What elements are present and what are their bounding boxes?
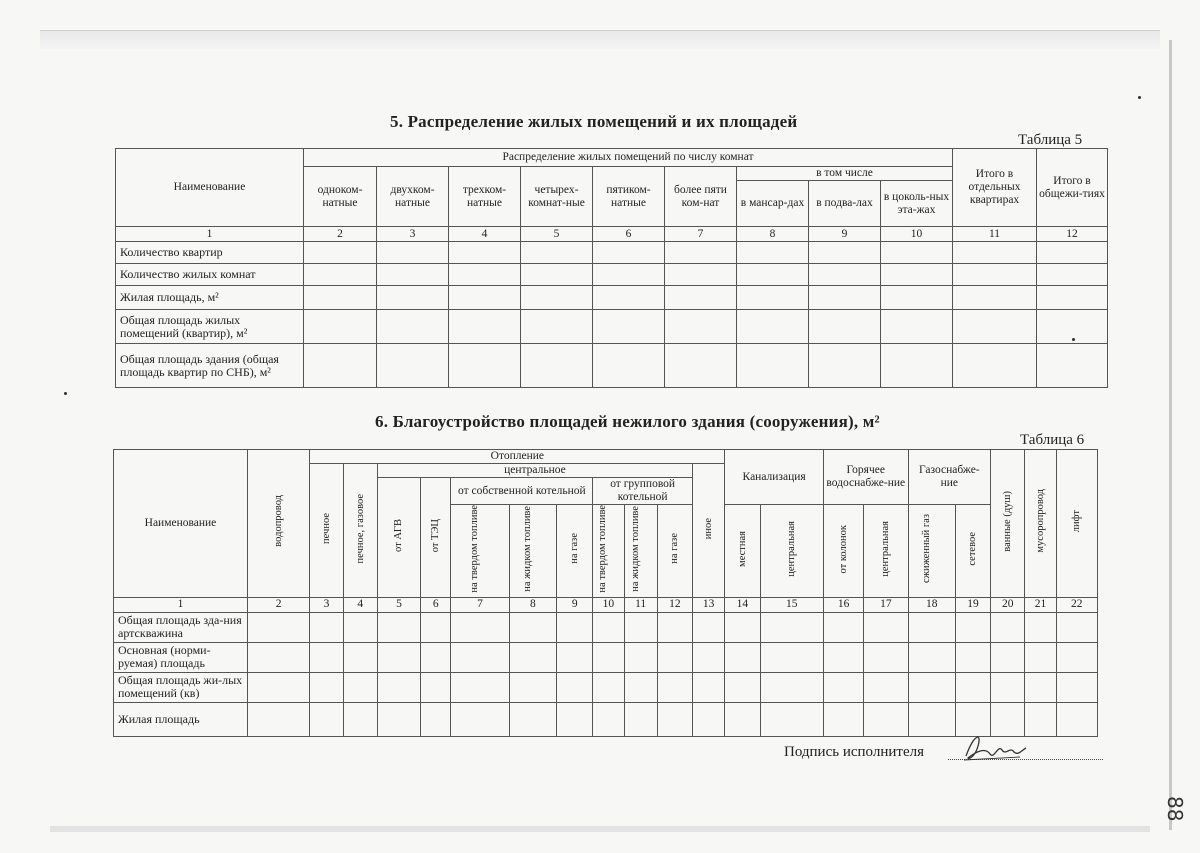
t5-header-room: более пяти ком-нат	[665, 167, 737, 227]
t6-header-hw-column: от колонок	[838, 524, 850, 574]
table-row	[116, 264, 1108, 286]
t5-colnum: 7	[665, 227, 737, 242]
t5-row-label: Количество квартир	[116, 242, 304, 264]
t5-colnum: 9	[809, 227, 881, 242]
t6-colnum: 15	[760, 597, 823, 612]
t5-row-label: Количество жилых комнат	[116, 264, 304, 286]
t6-colnum: 3	[310, 597, 343, 612]
t6-header-heating: Отопление	[310, 450, 725, 464]
t6-header-liquid: на жидком топливе	[629, 505, 641, 592]
t5-header-total-dorm: Итого в общежи-тиях	[1037, 149, 1108, 227]
t6-header-liquid: на жидком топливе	[521, 505, 533, 592]
t6-colnum: 9	[557, 597, 593, 612]
t6-header-tec: от ТЭЦ	[430, 518, 442, 552]
t6-header-group-boiler: от групповой котельной	[593, 478, 693, 505]
t5-col-numbers	[116, 227, 1108, 242]
table-row	[116, 310, 1108, 344]
t6-row-label: Общая площадь жи-лых помещений (кв)	[114, 672, 248, 702]
t6-header-gas: на газе	[569, 533, 581, 565]
section6-title: 6. Благоустройство площадей нежилого здания (сооружения), м²	[375, 412, 880, 431]
t6-header-solid: на твердом топливе	[469, 505, 481, 593]
table6	[113, 449, 1098, 737]
t5-header-name: Наименование	[116, 149, 304, 227]
t6-colnum: 1	[114, 597, 248, 612]
t6-colnum: 4	[343, 597, 377, 612]
t5-colnum: 12	[1037, 227, 1108, 242]
table-row	[116, 344, 1108, 388]
t5-row-label: Общая площадь жилых помещений (квартир), м²	[116, 310, 304, 344]
t6-header-water: водопровод	[273, 495, 285, 548]
t6-header-gas-network: сетевое	[967, 531, 979, 566]
t6-colnum: 18	[908, 597, 955, 612]
t5-header-room: одноком-натные	[304, 167, 377, 227]
t6-colnum: 12	[657, 597, 692, 612]
t6-colnum: 17	[864, 597, 908, 612]
t6-colnum: 19	[955, 597, 990, 612]
table5-number: Таблица 5	[1018, 132, 1083, 148]
t6-colnum: 22	[1056, 597, 1097, 612]
t6-colnum: 10	[593, 597, 624, 612]
scan-edge-top	[40, 30, 1160, 49]
t5-row-label: Общая площадь здания (общая площадь квартир по СНБ), м²	[116, 344, 304, 388]
table6-number: Таблица 6	[1020, 432, 1085, 448]
t6-header-gas-liquefied: сжиженный газ	[920, 514, 932, 584]
table-row	[114, 612, 1098, 642]
t5-colnum: 1	[116, 227, 304, 242]
table-row	[114, 702, 1098, 736]
t5-header-room: двухком-натные	[377, 167, 449, 227]
t5-header-room: трехком-натные	[449, 167, 521, 227]
t5-header-incl: в том числе	[737, 167, 953, 181]
t6-header-baths: ванные (душ)	[1002, 490, 1014, 552]
t5-colnum: 2	[304, 227, 377, 242]
t5-colnum: 4	[449, 227, 521, 242]
speck	[1138, 96, 1141, 99]
t6-colnum: 21	[1025, 597, 1056, 612]
section5-title: 5. Распределение жилых помещений и их площадей	[390, 112, 798, 131]
t6-header-garbage: мусоропровод	[1034, 489, 1046, 554]
t5-header-room: пятиком-натные	[593, 167, 665, 227]
t6-colnum: 5	[377, 597, 420, 612]
t6-header-sewer: Канализация	[725, 450, 824, 505]
t5-header-group: Распределение жилых помещений по числу комнат	[304, 149, 953, 167]
table-row	[114, 642, 1098, 672]
t5-colnum: 10	[881, 227, 953, 242]
t6-colnum: 14	[725, 597, 760, 612]
t5-header-total-sep: Итого в отдельных квартирах	[953, 149, 1037, 227]
t6-header-hot-water: Горячее водоснабже-ние	[823, 450, 908, 505]
t6-row-label: Основная (норми-руемая) площадь	[114, 642, 248, 672]
page-number-handwritten	[1150, 788, 1187, 822]
t6-header-sewer-central: центральная	[786, 520, 798, 577]
t6-header-hw-central: центральная	[880, 520, 892, 577]
t6-header-sewer-local: местная	[736, 530, 748, 567]
t5-header-incl-item: в цоколь-ных эта-жах	[881, 181, 953, 227]
table5	[115, 148, 1108, 388]
t6-colnum: 20	[991, 597, 1025, 612]
t5-colnum: 5	[521, 227, 593, 242]
t6-colnum: 16	[823, 597, 863, 612]
t5-header-incl-item: в подва-лах	[809, 181, 881, 227]
scan-edge-bottom	[50, 826, 1150, 832]
t5-header-room: четырех-комнат-ные	[521, 167, 593, 227]
scan-edge-right	[1169, 40, 1172, 830]
speck	[64, 392, 67, 395]
page-number-text: 88	[1163, 796, 1187, 822]
t6-header-central: центральное	[377, 464, 692, 478]
t6-header-solid: на твердом топливе	[597, 505, 609, 593]
t6-colnum: 7	[451, 597, 509, 612]
signature-label: Подпись исполнителя	[784, 744, 924, 760]
t6-row-label: Жилая площадь	[114, 702, 248, 736]
t6-header-gas: на газе	[669, 533, 681, 565]
t6-header-gas-supply: Газоснабже-ние	[908, 450, 991, 505]
t6-header-name: Наименование	[114, 450, 248, 598]
t6-header-own-boiler: от собственной котельной	[451, 478, 593, 505]
t6-header-lift: лифт	[1071, 510, 1083, 533]
t6-colnum: 11	[624, 597, 657, 612]
t6-header-agv: от АГВ	[393, 518, 405, 552]
t5-header-incl-item: в мансар-дах	[737, 181, 809, 227]
table-row	[116, 286, 1108, 310]
t6-header-stove: печное	[320, 512, 332, 544]
t6-col-numbers	[114, 597, 1098, 612]
handwritten-signature	[960, 730, 1030, 766]
t6-row-label: Общая площадь зда-ния артскважина	[114, 612, 248, 642]
t6-header-other: иное	[703, 517, 715, 539]
t5-row-label: Жилая площадь, м²	[116, 286, 304, 310]
t5-colnum: 6	[593, 227, 665, 242]
table-row	[114, 672, 1098, 702]
t5-colnum: 8	[737, 227, 809, 242]
t6-colnum: 13	[692, 597, 724, 612]
table-row	[116, 242, 1108, 264]
t6-colnum: 6	[421, 597, 451, 612]
t6-header-stove-gas: печное, газовое	[354, 493, 366, 563]
t5-colnum: 3	[377, 227, 449, 242]
t6-colnum: 8	[509, 597, 556, 612]
t6-colnum: 2	[247, 597, 309, 612]
t5-colnum: 11	[953, 227, 1037, 242]
